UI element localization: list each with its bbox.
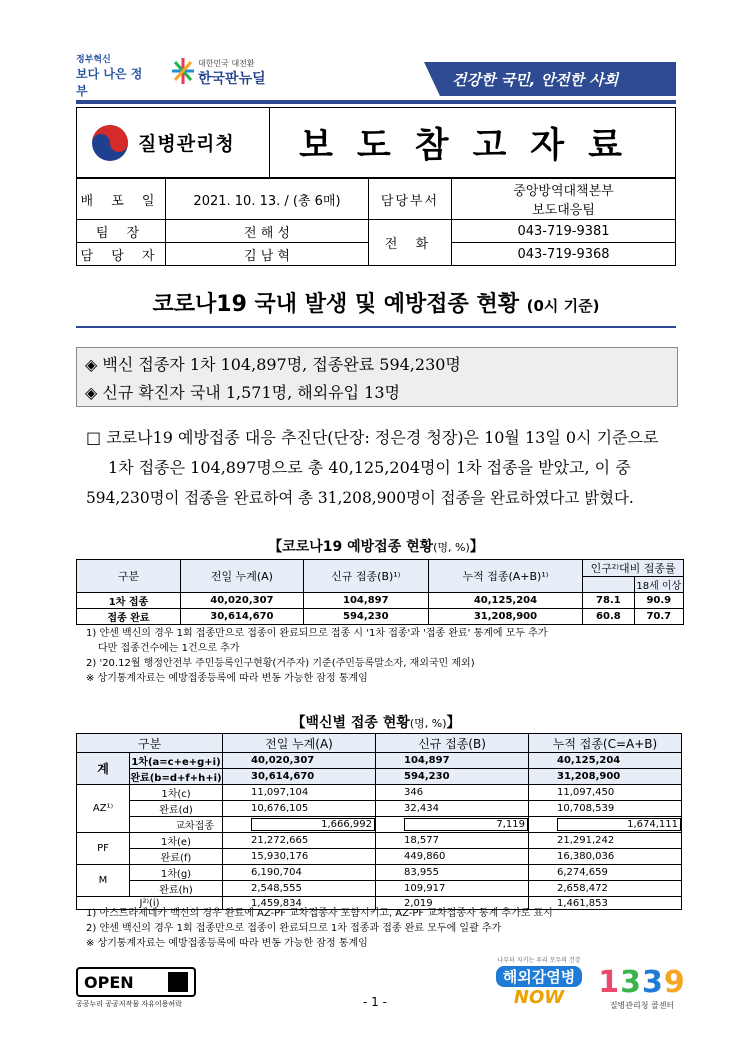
summary-paragraph: □ 코로나19 예방접종 대응 추진단(단장: 정은경 청장)은 10월 13일 0시 기준으로 1차 접종은 104,897명으로 총 40,125,204명이 1차 접종을 받았고, 이 중 594,230명이 접종을 완료하여 총 31,208,900명이 접종을 완료하였다고 밝혔다. xyxy=(86,428,659,507)
title-divider xyxy=(76,326,676,328)
slogan-banner xyxy=(440,62,676,96)
vaccine-type-table xyxy=(76,733,682,910)
dept-label: 담당부서 xyxy=(369,179,452,220)
table-row: AZ¹⁾ 1차(c) 11,097,104 346 11,097,450 xyxy=(77,785,682,801)
table-row: 계 1차(a=c+e+g+i) 40,020,307 104,897 40,125,204 xyxy=(77,753,682,769)
callcenter-number: 1339 xyxy=(598,965,686,1000)
korean-new-deal-logo: 대한민국 대전환 한국판뉴딜 xyxy=(170,56,280,90)
table-row: 접종 완료 30,614,670 594,230 31,208,900 60.8 70.7 xyxy=(77,609,684,625)
phone-2: 043-719-9368 xyxy=(452,243,676,266)
open-license-badge: OPEN 공공누리 공공저작물 자유이용허락 xyxy=(76,967,196,1007)
highlight-box xyxy=(76,347,678,407)
table-row: 완료(d) 10,676,105 32,434 10,708,539 xyxy=(77,801,682,817)
t1-header-prev: 전일 누계(A) xyxy=(180,560,303,593)
press-header-table xyxy=(76,107,676,178)
table-row: M 1차(g) 6,190,704 83,955 6,274,659 xyxy=(77,865,682,881)
slogan-text: 건강한 국민, 안전한 사회 xyxy=(452,71,619,89)
vaccination-summary-table xyxy=(76,559,684,625)
table-row: 완료(h) 2,548,555 109,917 2,658,472 xyxy=(77,881,682,897)
table2-notes: 1) 아스트라제네카 백신의 경우 완료에 AZ-PF 교차접종자 포함시키고, AZ-PF 교차접종자 통계 추가로 표시 2) 얀센 백신의 경우 1회 접종만으로 접종이 완료되므로 1차 접종과 접종 완료 모두에 일괄 추가 ※ 상기통계자료는 예방접종등록에 따라 변동 가능한 잠정 통계임 xyxy=(86,908,553,949)
overseas-infection-logo: 나부터 지키는 우리 모두의 건강 해외감염병 NOW xyxy=(497,957,581,1008)
t1-header-rate-all xyxy=(583,577,634,593)
t2-header-new: 신규 접종(B) xyxy=(376,734,529,753)
attribution-icon xyxy=(168,972,188,992)
t1-header-rate: 인구²⁾대비 접종률 xyxy=(583,560,684,577)
table-row: PF 1차(e) 21,272,665 18,577 21,291,242 xyxy=(77,833,682,849)
callcenter-1339-logo: 1339 질병관리청 콜센터 xyxy=(598,965,686,1010)
t1-header-category: 구분 xyxy=(77,560,181,593)
phone-1: 043-719-9381 xyxy=(452,220,676,243)
table-row: 교차접종 1,666,992 7,119 1,674,111 xyxy=(77,817,682,833)
t1-header-new: 신규 접종(B)¹⁾ xyxy=(303,560,428,593)
t1-header-rate-adult: 18세 이상 xyxy=(634,577,683,593)
highlight-cases: ◈ 신규 확진자 국내 1,571명, 해외유입 13명 xyxy=(85,383,400,402)
lead-label: 팀 장 xyxy=(77,220,166,243)
staff-value: 김 남 혁 xyxy=(166,243,369,266)
press-title: 보도참고자료 xyxy=(270,108,676,178)
table-row: 완료(f) 15,930,176 449,860 16,380,036 xyxy=(77,849,682,865)
lead-value: 전 해 성 xyxy=(166,220,369,243)
agency-name: 질병관리청 xyxy=(138,133,235,155)
dept-value: 중앙방역대책본부 보도대응팀 xyxy=(452,179,676,220)
page-number: - 1 - xyxy=(363,995,387,1009)
table-row: J²⁾(i) 1,459,834 2,019 1,461,853 xyxy=(77,897,682,910)
phone-label: 전 화 xyxy=(369,220,452,266)
t1-header-cumulative: 누적 접종(A+B)¹⁾ xyxy=(428,560,582,593)
table1-notes: 1) 얀센 백신의 경우 1회 접종만으로 접종이 완료되므로 접종 시 '1차 접종'과 '접종 완료' 통계에 모두 추가 다만 접종건수에는 1건으로 추가 2) '20.12월 행정안전부 주민등록인구현황(거주자) 기준(주민등록말소자, 재외국민 제외) ※ 상기통계자료는 예방접종등록에 따라 변동 가능한 잠정 통계임 xyxy=(86,628,548,684)
new-deal-icon xyxy=(170,56,196,86)
header-divider xyxy=(76,100,676,104)
t2-header-category: 구분 xyxy=(77,734,223,753)
taegeuk-icon xyxy=(90,123,130,163)
date-value: 2021. 10. 13. / (총 6매) xyxy=(166,179,369,220)
open-label: OPEN xyxy=(84,972,134,992)
document-title: 코로나19 국내 발생 및 예방접종 현황 (0시 기준) xyxy=(152,292,600,317)
agency-cell xyxy=(77,108,270,178)
staff-label: 담 당 자 xyxy=(77,243,166,266)
info-table xyxy=(76,178,676,266)
table2-title: 【백신별 접종 현황(명, %)】 xyxy=(291,715,461,731)
date-label: 배 포 일 xyxy=(77,179,166,220)
t2-header-prev: 전일 누계(A) xyxy=(223,734,376,753)
government-innovation-logo: 정부혁신 보다 나은 정부 xyxy=(76,55,143,98)
table-row: 완료(b=d+f+h+i) 30,614,670 594,230 31,208,900 xyxy=(77,769,682,785)
table1-title: 【코로나19 예방접종 현황(명, %)】 xyxy=(268,539,484,555)
table-row: 1차 접종 40,020,307 104,897 40,125,204 78.1 90.9 xyxy=(77,593,684,609)
t2-header-cumulative: 누적 접종(C=A+B) xyxy=(529,734,682,753)
highlight-vaccine: ◈ 백신 접종자 1차 104,897명, 접종완료 594,230명 xyxy=(85,355,461,374)
